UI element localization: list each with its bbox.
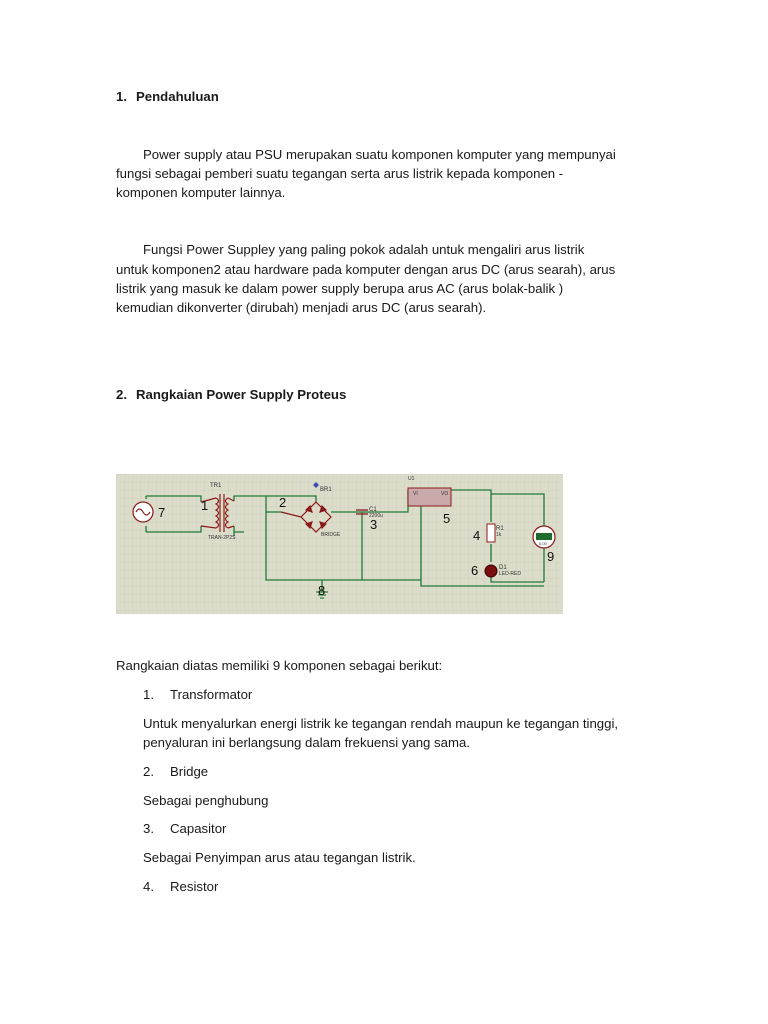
component-number-7: 7 [158, 505, 166, 520]
component-number-4: 4 [473, 528, 481, 543]
list-item-3-title: Capasitor [170, 821, 227, 836]
list-item-2-title: Bridge [170, 764, 209, 779]
label-c1: C1 [369, 507, 377, 513]
paragraph-2-line-3: listrik yang masuk ke dalam power supply berupa arus AC (arus bolak-balik ) [116, 281, 564, 296]
list-item-1-number: 1. [143, 687, 154, 702]
label-d1: D1 [499, 565, 507, 571]
component-number-2: 2 [279, 495, 287, 510]
list-item-2-desc-line-1: Sebagai penghubung [143, 793, 269, 808]
section-2-heading: Rangkaian Power Supply Proteus [136, 387, 347, 402]
paragraph-1-line-3: komponen komputer lainnya. [116, 185, 286, 200]
list-item-3-number: 3. [143, 821, 154, 836]
meter-display [536, 533, 552, 540]
label-bridge: BRIDGE [321, 532, 341, 538]
list-item-1-desc-line-1: Untuk menyalurkan energi listrik ke tegangan rendah maupun ke tegangan tinggi, [143, 716, 619, 731]
label-br1: BR1 [320, 487, 332, 493]
label-r1-value: 1k [496, 532, 502, 538]
label-tran: TRAN-2P2S [208, 535, 236, 541]
label-u1: U1 [408, 476, 415, 482]
grid-lines [116, 474, 563, 614]
led-symbol [485, 565, 497, 577]
label-meter: 0.00 [539, 541, 547, 546]
label-d1-value: LED-RED [499, 571, 521, 577]
component-number-5: 5 [443, 511, 451, 526]
section-1-heading: Pendahuluan [136, 89, 219, 104]
paragraph-2-line-1: Fungsi Power Suppley yang paling pokok adalah untuk mengaliri arus listrik [143, 242, 585, 257]
component-number-1: 1 [201, 498, 209, 513]
list-item-1-title: Transformator [170, 687, 253, 702]
list-item-4-number: 4. [143, 879, 154, 894]
paragraph-2-line-4: kemudian dikonverter (dirubah) menjadi arus DC (arus searah). [116, 300, 487, 315]
label-c1-value: 2200u [369, 513, 383, 519]
list-intro: Rangkaian diatas memiliki 9 komponen sebagai berikut: [116, 658, 443, 673]
component-number-8: 8 [318, 583, 326, 598]
paragraph-1-line-2: fungsi sebagai pemberi suatu tegangan serta arus listrik kepada komponen - [116, 166, 564, 181]
list-item-2-number: 2. [143, 764, 154, 779]
section-2-number: 2. [116, 387, 127, 402]
circuit-diagram [116, 474, 563, 614]
resistor-symbol [487, 524, 495, 542]
list-item-1-desc-line-2: penyaluran ini berlangsung dalam frekuensi yang sama. [143, 735, 470, 750]
component-number-3: 3 [370, 517, 378, 532]
section-1-number: 1. [116, 89, 127, 104]
label-vi: VI [413, 491, 418, 497]
component-number-6: 6 [471, 563, 479, 578]
label-tr1: TR1 [210, 483, 222, 489]
paragraph-2-line-2: untuk komponen2 atau hardware pada komputer dengan arus DC (arus searah), arus [116, 262, 616, 277]
circuit-svg [116, 474, 563, 614]
label-vo: VO [441, 491, 449, 497]
label-r1: R1 [496, 526, 504, 532]
component-number-9: 9 [547, 549, 555, 564]
paragraph-1-line-1: Power supply atau PSU merupakan suatu komponen komputer yang mempunyai [143, 147, 616, 162]
list-item-3-desc-line-1: Sebagai Penyimpan arus atau tegangan listrik. [143, 850, 416, 865]
list-item-4-title: Resistor [170, 879, 219, 894]
